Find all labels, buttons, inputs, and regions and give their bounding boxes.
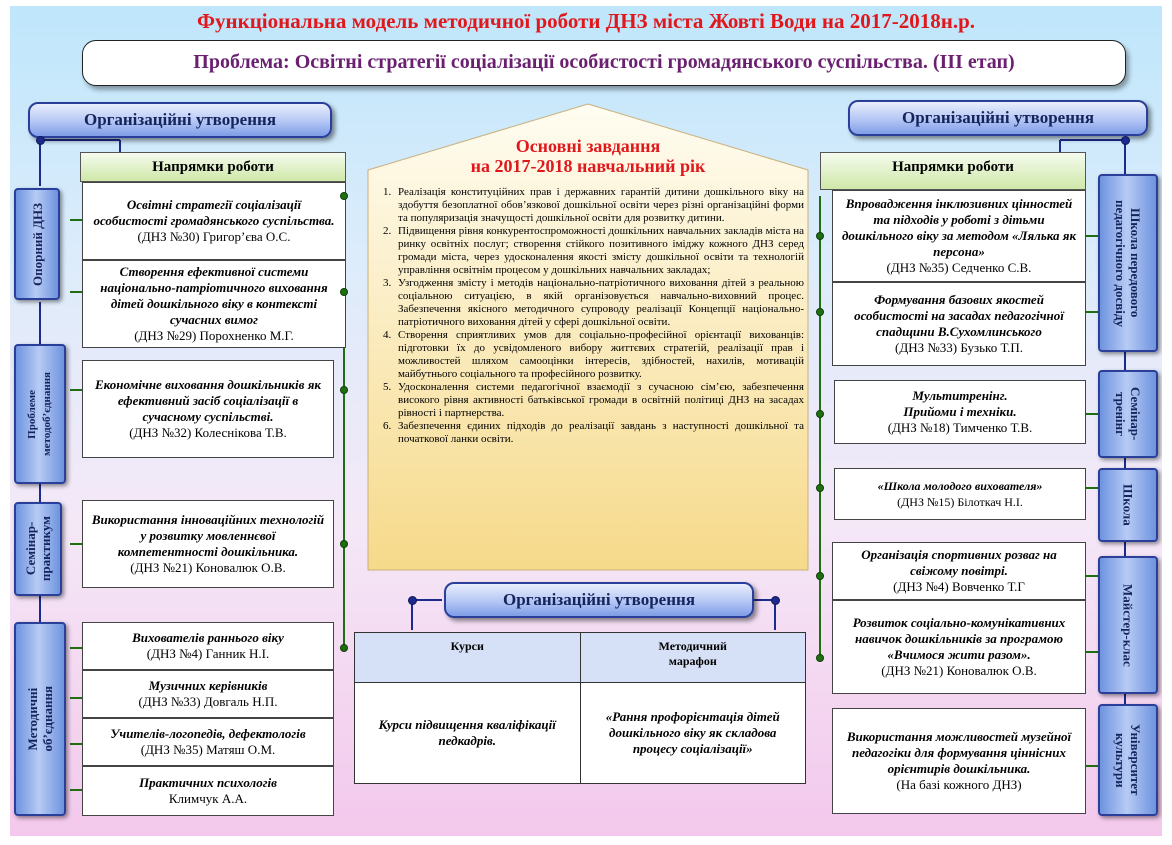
tasks-list [372, 186, 804, 446]
connector-dot [816, 308, 824, 316]
methodical-marathon-header: Методичний марафон [580, 633, 806, 683]
right-box-4: Організація спортивних розваг на свіжому повітрі. (ДНЗ №4) Вовченко Т.Г [832, 542, 1086, 600]
org-units-header-right: Організаційні утворення [848, 100, 1148, 136]
methodical-marathon-body: «Рання профорієнтація дітей дошкільного віку як складова процесу соціалізації» [580, 683, 806, 784]
connector-dot [340, 540, 348, 548]
connector-dot [340, 644, 348, 652]
bottom-org-table [354, 632, 806, 784]
right-label-seminar-training: Семінар- тренінг [1098, 370, 1158, 458]
task-item: 5. Удосконалення системи педагогічної взаємодії з сучасною сім’єю, забезпечення високого рівня активності батьківської громади в освітній політиці ДНЗ на засадах рівності і партнерства. [394, 381, 804, 420]
task-item: 4. Створення сприятливих умов для соціально-професійної орієнтації вихованців: підготовки їх до усвідомленого вибору життєвих стратегій, реалізації прав і можливостей шляхом самооцінки інтересів, здібностей, нахилів, мотивацій майбутнього соціального та професійного розвитку. [394, 329, 804, 381]
right-label-university-culture: Університет культури [1098, 704, 1158, 816]
problem-statement: Проблема: Освітні стратегії соціалізації особистості громадянського суспільства. (ІІІ етап) [82, 40, 1126, 86]
left-label-problem-association: Проблеме методоб’єднання [14, 344, 66, 484]
org-units-header-left: Організаційні утворення [28, 102, 332, 138]
right-label-master-class: Майстер-клас [1098, 556, 1158, 694]
left-label-methodical-associations: Методичні об’єднання [14, 622, 66, 816]
left-box-5: Музичних керівників (ДНЗ №33) Довгаль Н.П. [82, 670, 334, 718]
tasks-heading: Основні завдання [515, 136, 661, 156]
left-box-4: Вихователів раннього віку (ДНЗ №4) Ганник Н.І. [82, 622, 334, 670]
connector-dot [1121, 136, 1130, 145]
connector-dot [816, 484, 824, 492]
right-box-1: Формування базових якостей особистості на засадах педагогічної спадщини В.Сухомлинського (ДНЗ №33) Бузько Т.П. [832, 282, 1086, 366]
left-label-seminar-workshop: Семінар- практикум [14, 502, 62, 596]
connector-dot [816, 572, 824, 580]
diagram-canvas [10, 6, 1162, 836]
courses-body: Курси підвищення кваліфікації педкадрів. [355, 683, 581, 784]
left-box-3: Використання інноваційних технологій у розвитку мовленнєвої компетентності дошкільника. (ДНЗ №21) Коновалюк О.В. [82, 500, 334, 588]
right-box-3: «Школа молодого вихователя» (ДНЗ №15) Білоткач Н.І. [834, 468, 1086, 520]
connector-dot [340, 386, 348, 394]
courses-header: Курси [355, 633, 581, 683]
task-item: 6. Забезпечення єдиних підходів до реалізації завдань з наступності дошкільної та початкової ланки освіти. [394, 420, 804, 446]
left-box-7: Практичних психологів Климчук А.А. [82, 766, 334, 816]
left-box-6: Учителів-логопедів, дефектологів (ДНЗ №35) Матяш О.М. [82, 718, 334, 766]
connector-dot [340, 288, 348, 296]
right-box-2: Мультитренінг. Прийоми і техніки. (ДНЗ №18) Тимченко Т.В. [834, 380, 1086, 444]
connector-dot [816, 232, 824, 240]
org-units-header-bottom: Організаційні утворення [444, 582, 754, 618]
directions-header-right: Напрямки роботи [820, 152, 1086, 190]
connector-dot [771, 596, 780, 605]
connector-dot [816, 410, 824, 418]
left-box-0: Освітні стратегії соціалізації особистості громадянського суспільства. (ДНЗ №30) Григор’єва О.С. [82, 182, 346, 260]
right-box-0: Впровадження інклюзивних цінностей та підходів у роботі з дітьми дошкільного віку за методом «Лялька як персона» (ДНЗ №35) Седченко С.В. [832, 190, 1086, 282]
task-item: 1. Реалізація конституційних прав і державних гарантій дитини дошкільного віку на здобуття безоплатної обов’язкової дошкільної освіти через різні організаційні форми та популяризація значущості дошкільної освіти для розвитку дитини. [394, 186, 804, 225]
left-label-base-kindergarten: Опорний ДНЗ [14, 188, 60, 300]
left-box-1: Створення ефективної системи національно-патріотичного виховання дітей дошкільного віку в контексті сучасних вимог (ДНЗ №29) Порохненко М.Г. [82, 260, 346, 348]
connector-dot [408, 596, 417, 605]
right-box-5: Розвиток соціально-комунікативних навичок дошкільників за програмою «Вчимося жити разом». (ДНЗ №21) Коновалюк О.В. [832, 600, 1086, 694]
right-box-6: Використання можливостей музейної педагогіки для формування ціннісних орієнтирів дошкільника. (На базі кожного ДНЗ) [832, 708, 1086, 814]
page-title: Функціональна модель методичної роботи ДНЗ міста Жовті Води на 2017-2018н.р. [196, 9, 976, 33]
right-label-advanced-school: Школа передового педагогічного досвіду [1098, 174, 1158, 352]
connector-dot [36, 136, 45, 145]
tasks-panel [372, 136, 804, 566]
task-item: 2. Підвищення рівня конкурентоспроможності дошкільних навчальних закладів міста на ринку освітніх послуг; створення стійкого позитивного іміджу кожного ДНЗ серед громади міста, через удосконалення якості змісту дошкільної освіти та технологій управління освітнім процесом у дошкільних навчальних закладах; [394, 225, 804, 277]
directions-header-left: Напрямки роботи [80, 152, 346, 182]
left-box-2: Економічне виховання дошкільників як ефективний засіб соціалізації в сучасному суспільстві. (ДНЗ №32) Колеснікова Т.В. [82, 360, 334, 458]
tasks-heading-year: на 2017-2018 навчальний рік [470, 156, 706, 176]
connector-dot [340, 192, 348, 200]
task-item: 3. Узгодження змісту і методів національно-патріотичного виховання дітей з реальною соціальною ситуацією, в якій організовується навчально-виховний процес. Забезпечення якісного методичного супроводу реалізації Концепції національно-патріотичного виховання дітей у сфері дошкільної освіти. [394, 277, 804, 329]
right-label-school: Школа [1098, 468, 1158, 542]
connector-dot [816, 654, 824, 662]
